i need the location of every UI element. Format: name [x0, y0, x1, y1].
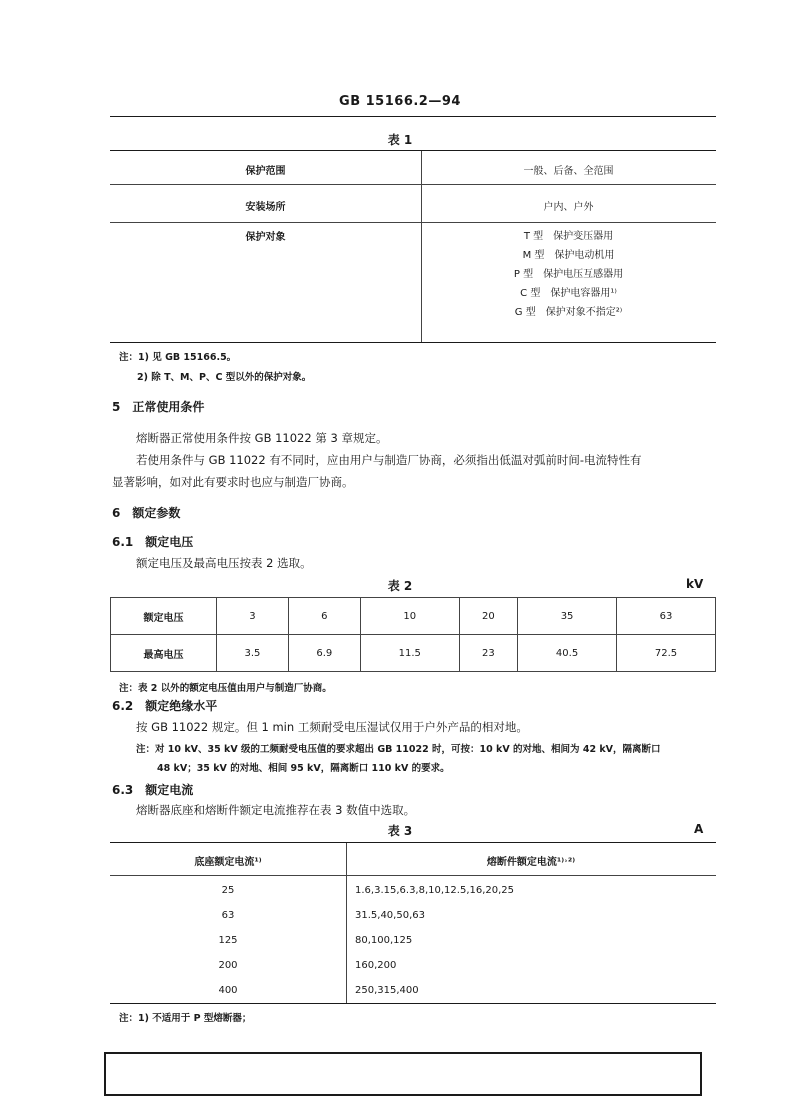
table3-base-cell: 125: [218, 935, 238, 946]
table1-row-label: 保护范围: [245, 166, 286, 177]
table-cell: 35: [518, 598, 617, 635]
paragraph: 额定电压及最高电压按表 2 选取。: [136, 556, 312, 570]
table3-unit: A: [694, 822, 704, 836]
table3-fuse-cell: 1.6,3.15,6.3,8,10,12.5,16,20,25: [355, 885, 515, 896]
table-cell: 3: [217, 598, 289, 635]
header-rule: [110, 116, 716, 117]
table2-note: 注：表 2 以外的额定电压值由用户与制造厂协商。: [119, 683, 332, 694]
table1-caption: 表 1: [387, 133, 413, 147]
table1-row-divider: [110, 184, 716, 185]
list-item: T 型 保护变压器用: [523, 231, 614, 242]
table3-top-rule: [110, 842, 716, 843]
table1-top-rule: [110, 150, 716, 151]
paragraph: 熔断器正常使用条件按 GB 11022 第 3 章规定。: [136, 431, 388, 445]
table2-unit: kV: [686, 577, 704, 591]
table1-bottom-rule: [110, 342, 716, 343]
table1-protection-label: 保护对象: [245, 232, 286, 243]
section-heading: 6 额定参数: [112, 506, 181, 520]
list-item: C 型 保护电容器用¹⁾: [520, 288, 617, 299]
table-row: [111, 598, 716, 635]
table3-base-cell: 200: [218, 960, 238, 971]
table-cell: 6: [288, 598, 360, 635]
table3-base-cell: 400: [218, 985, 238, 996]
table3-base-cell: 25: [221, 885, 235, 896]
table3-fuse-cell: 160,200: [355, 960, 397, 971]
table-cell: 最高电压: [111, 635, 217, 672]
table3-fuse-cell: 250,315,400: [355, 985, 419, 996]
table1-protection-list: [421, 227, 716, 322]
table3-caption: 表 3: [387, 824, 413, 838]
table-cell: 10: [360, 598, 459, 635]
table-cell: 6.9: [288, 635, 360, 672]
table-row: [111, 635, 716, 672]
subsection-heading: 6.3 额定电流: [112, 783, 194, 797]
table1-row-divider: [110, 222, 716, 223]
subsection-heading: 6.1 额定电压: [112, 535, 194, 549]
table1-note: 2) 除 T、M、P、C 型以外的保护对象。: [137, 372, 312, 383]
table1-note: 注：1) 见 GB 15166.5。: [119, 352, 237, 363]
section-heading: 5 正常使用条件: [112, 400, 205, 414]
table1-row-label: 安装场所: [245, 202, 286, 213]
table3-fuse-cell: 80,100,125: [355, 935, 413, 946]
document-header: GB 15166.2—94: [339, 94, 461, 109]
table-cell: 额定电压: [111, 598, 217, 635]
table-cell: 72.5: [617, 635, 716, 672]
table-cell: 63: [617, 598, 716, 635]
table3-header-rule: [110, 875, 716, 876]
table3-fuse-cell: 31.5,40,50,63: [355, 910, 425, 921]
paragraph: 熔断器底座和熔断件额定电流推荐在表 3 数值中选取。: [136, 803, 416, 817]
table-cell: 20: [459, 598, 517, 635]
paragraph: 按 GB 11022 规定。但 1 min 工频耐受电压湿试仅用于户外产品的相对地。: [136, 720, 528, 734]
table3-note: 注：1) 不适用于 P 型熔断器；: [119, 1013, 252, 1024]
table3-col1-header: 底座额定电流¹⁾: [194, 857, 262, 868]
table2: [110, 597, 716, 672]
paragraph: 若使用条件与 GB 11022 有不同时，应由用户与制造厂协商，必须指出低温对弧前时间-电流特性有: [136, 453, 642, 467]
list-item: G 型 保护对象不指定²⁾: [514, 307, 623, 318]
table3-col2-header: 熔断件额定电流¹⁾˒²⁾: [486, 857, 576, 868]
table2-caption: 表 2: [387, 579, 413, 593]
table3-bottom-rule: [110, 1003, 716, 1004]
table-cell: 40.5: [518, 635, 617, 672]
list-item: P 型 保护电压互感器用: [513, 269, 624, 280]
table-cell: 23: [459, 635, 517, 672]
paragraph: 显著影响，如对此有要求时也应与制造厂协商。: [112, 475, 354, 489]
table1-row-value: 户内、户外: [543, 202, 594, 213]
note-text: 48 kV；35 kV 的对地、相间 95 kV，隔离断口 110 kV 的要求。: [157, 763, 450, 774]
note-text: 注：对 10 kV、35 kV 级的工频耐受电压值的要求超出 GB 11022 时，可按：10 kV 的对地、相间为 42 kV，隔离断口: [136, 744, 661, 755]
table1-row-value: 一般、后备、全范围: [523, 166, 614, 177]
table3-base-cell: 63: [221, 910, 235, 921]
table-cell: 3.5: [217, 635, 289, 672]
list-item: M 型 保护电动机用: [522, 250, 615, 261]
page-bottom-frame: [104, 1052, 702, 1096]
subsection-heading: 6.2 额定绝缘水平: [112, 699, 218, 713]
table-cell: 11.5: [360, 635, 459, 672]
